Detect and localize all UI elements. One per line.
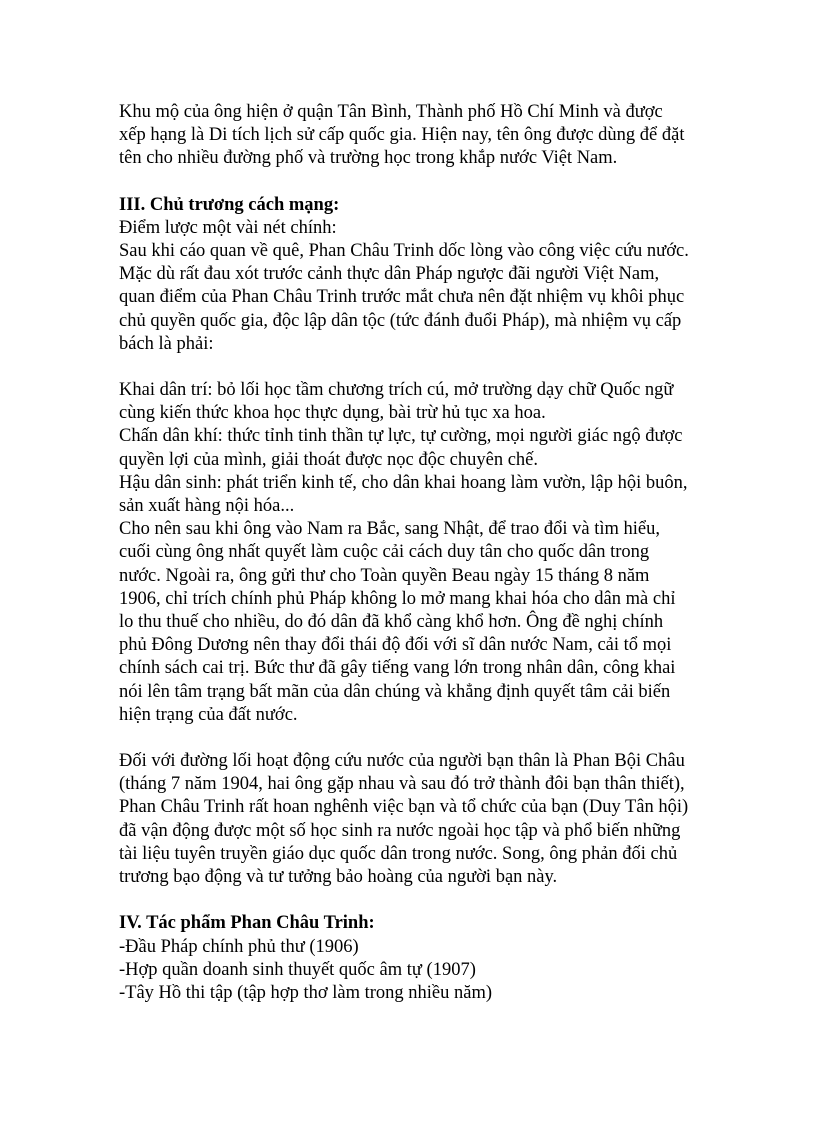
text-line: Hậu dân sinh: phát triển kinh tế, cho dân khai hoang làm vườn, lập hội buôn, — [119, 472, 688, 493]
paragraph-gap — [119, 727, 719, 750]
text-line: cuối cùng ông nhất quyết làm cuộc cải cách duy tân cho quốc dân trong — [119, 542, 650, 563]
list-item: -Hợp quần doanh sinh thuyết quốc âm tự (1907) — [119, 959, 476, 980]
text-line: bách là phải: — [119, 333, 214, 354]
text-line: Khu mộ của ông hiện ở quận Tân Bình, Thành phố Hồ Chí Minh và được — [119, 102, 663, 122]
section-3-tasks-paragraph — [119, 379, 719, 727]
paragraph-gap — [119, 356, 719, 379]
text-line: tên cho nhiều đường phố và trường học trong khắp nước Việt Nam. — [119, 148, 618, 169]
text-line: Đối với đường lối hoạt động cứu nước của người bạn thân là Phan Bội Châu — [119, 751, 685, 772]
text-line: chính sách cai trị. Bức thư đã gây tiếng vang lớn trong nhân dân, công khai — [119, 658, 676, 679]
text-line: Cho nên sau khi ông vào Nam ra Bắc, sang Nhật, để trao đổi và tìm hiểu, — [119, 519, 660, 540]
text-line: Mặc dù rất đau xót trước cảnh thực dân Pháp ngược đãi người Việt Nam, — [119, 264, 660, 285]
section-3-intro-paragraph — [119, 217, 719, 356]
text-line: sản xuất hàng nội hóa... — [119, 496, 295, 517]
text-line: phủ Đông Dương nên thay đổi thái độ đối với sĩ dân nước Nam, cải tổ mọi — [119, 635, 672, 656]
text-line: 1906, chỉ trích chính phủ Pháp không lo mở mang khai hóa cho dân mà chỉ — [119, 588, 676, 609]
text-line: tài liệu tuyên truyền giáo dục quốc dân trong nước. Song, ông phản đối chủ — [119, 843, 678, 864]
text-line: chủ quyền quốc gia, độc lập dân tộc (tức đánh đuổi Pháp), mà nhiệm vụ cấp — [119, 310, 682, 331]
section-3-phan-boi-chau-paragraph — [119, 750, 719, 889]
section-4-heading: IV. Tác phẩm Phan Châu Trinh: — [119, 913, 375, 934]
text-line: trương bạo động và tư tưởng bảo hoàng của người bạn này. — [119, 867, 558, 888]
text-line: Chấn dân khí: thức tỉnh tinh thần tự lực, tự cường, mọi người giác ngộ được — [119, 426, 683, 447]
text-line: nước. Ngoài ra, ông gửi thư cho Toàn quyền Beau ngày 15 tháng 8 năm — [119, 565, 650, 586]
text-line: Phan Châu Trinh rất hoan nghênh việc bạn và tổ chức của bạn (Duy Tân hội) — [119, 797, 689, 818]
text-line: đã vận động được một số học sinh ra nước ngoài học tập và phổ biến những — [119, 820, 681, 841]
section-3-heading: III. Chủ trương cách mạng: — [119, 194, 340, 215]
text-line: cùng kiến thức khoa học thực dụng, bài trừ hủ tục xa hoa. — [119, 403, 546, 424]
list-item: -Tây Hồ thi tập (tập hợp thơ làm trong nhiều năm) — [119, 982, 493, 1003]
text-line: Điểm lược một vài nét chính: — [119, 217, 337, 238]
document-page — [119, 101, 719, 1005]
text-line: lo thu thuế cho nhiều, do đó dân đã khổ càng khổ hơn. Ông đề nghị chính — [119, 612, 664, 633]
text-line: nói lên tâm trạng bất mãn của dân chúng và khẳng định quyết tâm cải biến — [119, 681, 671, 702]
paragraph-gap — [119, 171, 719, 194]
text-line: xếp hạng là Di tích lịch sử cấp quốc gia. Hiện nay, tên ông được dùng để đặt — [119, 125, 685, 146]
text-line: Khai dân trí: bỏ lối học tầm chương trích cú, mở trường dạy chữ Quốc ngữ — [119, 380, 674, 401]
paragraph-gap — [119, 889, 719, 912]
text-line: Sau khi cáo quan về quê, Phan Châu Trinh dốc lòng vào công việc cứu nước. — [119, 241, 689, 262]
text-line: (tháng 7 năm 1904, hai ông gặp nhau và sau đó trở thành đôi bạn thân thiết), — [119, 774, 685, 795]
intro-paragraph — [119, 101, 719, 171]
works-list — [119, 936, 719, 1006]
text-line: quan điểm của Phan Châu Trinh trước mắt chưa nên đặt nhiệm vụ khôi phục — [119, 287, 685, 308]
text-line: quyền lợi của mình, giải thoát được nọc độc chuyên chế. — [119, 449, 538, 470]
text-line: hiện trạng của đất nước. — [119, 704, 298, 725]
list-item: -Đầu Pháp chính phủ thư (1906) — [119, 936, 359, 957]
